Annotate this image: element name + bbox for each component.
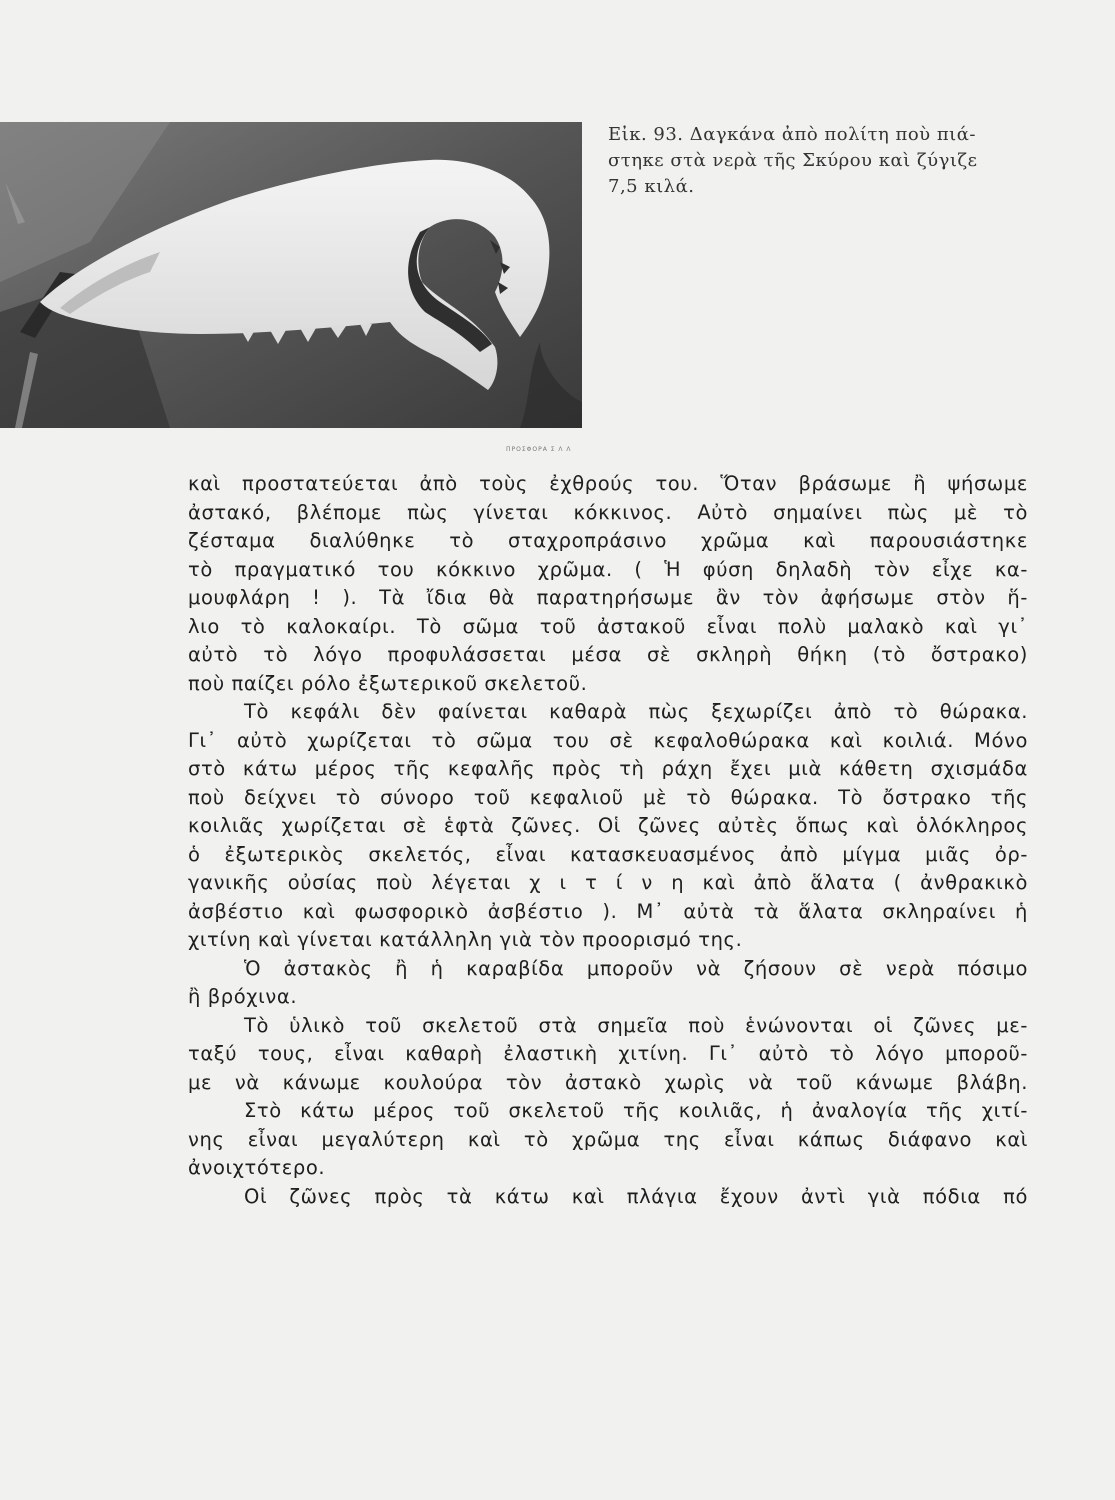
text-line: ζέσταμα διαλύθηκε τὸ σταχροπράσινο χρῶμα καὶ παρουσιάστηκε bbox=[188, 529, 1028, 552]
text-line: ἀσβέστιο καὶ φωσφορικὸ ἀσβέστιο ). Μ᾽ αὐτὰ τὰ ἅλατα σκληραίνει ἡ bbox=[188, 899, 1028, 923]
caption-line: Εἰκ. 93. Δαγκάνα ἀπὸ πολίτη ποὺ πιά- bbox=[608, 124, 976, 145]
text-line: αὐτὸ τὸ λόγο προφυλάσσεται μέσα σὲ σκληρὴ θήκη (τὸ ὄστρακο) bbox=[188, 643, 1028, 666]
text-line: ταξύ τους, εἶναι καθαρὴ ἐλαστικὴ χιτίνη. Γι᾽ αὐτὸ τὸ λόγο μποροῦ- bbox=[188, 1042, 1028, 1065]
text-line: Ὁ ἀστακὸς ἢ ἡ καραβίδα μποροῦν νὰ ζήσουν σὲ νερὰ πόσιμο bbox=[244, 956, 1028, 980]
text-line: ποὺ παίζει ρόλο ἐξωτερικοῦ σκελετοῦ. bbox=[188, 671, 588, 695]
caption-line: στηκε στὰ νερὰ τῆς Σκύρου καὶ ζύγιζε bbox=[608, 150, 978, 171]
text-line: ἀστακό, βλέπομε πὼς γίνεται κόκκινος. Αὐτὸ σημαίνει πὼς μὲ τὸ bbox=[188, 500, 1028, 524]
text-line: νης εἶναι μεγαλύτερη καὶ τὸ χρῶμα της εἶναι κάπως διάφανο καὶ bbox=[188, 1127, 1028, 1151]
photo-credit: ΠΡΟΣΦΟΡΑ Σ Λ Λ bbox=[506, 446, 572, 453]
text-line: ὁ ἐξωτερικὸς σκελετός, εἶναι κατασκευασμένος ἀπὸ μίγμα μιᾶς ὀρ- bbox=[188, 842, 1028, 866]
text-line: Οἱ ζῶνες πρὸς τὰ κάτω καὶ πλάγια ἔχουν ἀντὶ γιὰ πόδια πό bbox=[244, 1184, 1028, 1208]
text-line: στὸ κάτω μέρος τῆς κεφαλῆς πρὸς τὴ ράχη ἔχει μιὰ κάθετη σχισμάδα bbox=[188, 757, 1028, 780]
text-line: καὶ προστατεύεται ἀπὸ τοὺς ἐχθρούς του. Ὅταν βράσωμε ἢ ψήσωμε bbox=[188, 472, 1028, 495]
text-line: κοιλιᾶς χωρίζεται σὲ ἑφτὰ ζῶνες. Οἱ ζῶνες αὐτὲς ὅπως καὶ ὁλόκληρος bbox=[188, 814, 1028, 837]
text-line: χιτίνη καὶ γίνεται κατάλληλη γιὰ τὸν προορισμό της. bbox=[188, 928, 743, 951]
text-line: ποὺ δείχνει τὸ σύνορο τοῦ κεφαλιοῦ μὲ τὸ θώρακα. Τὸ ὄστρακο τῆς bbox=[188, 785, 1028, 809]
text-line: Γι᾽ αὐτὸ χωρίζεται τὸ σῶμα του σὲ κεφαλοθώρακα καὶ κοιλιά. Μόνο bbox=[188, 728, 1028, 752]
caption-line: 7,5 κιλά. bbox=[608, 176, 695, 197]
text-line: Τὸ ὑλικὸ τοῦ σκελετοῦ στὰ σημεῖα ποὺ ἑνώνονται οἱ ζῶνες με- bbox=[244, 1013, 1028, 1037]
text-line: Τὸ κεφάλι δὲν φαίνεται καθαρὰ πὼς ξεχωρίζει ἀπὸ τὸ θώρακα. bbox=[244, 700, 1028, 723]
text-line: μουφλάρη ! ). Τὰ ἴδια θὰ παρατηρήσωμε ἂν τὸν ἀφήσωμε στὸν ἥ- bbox=[188, 586, 1028, 609]
body-text bbox=[188, 470, 1028, 1211]
figure-caption bbox=[608, 122, 1043, 200]
text-line: γανικῆς οὐσίας ποὺ λέγεται χ ι τ ί ν η καὶ ἀπὸ ἅλατα ( ἀνθρακικὸ bbox=[188, 871, 1028, 894]
text-line: Στὸ κάτω μέρος τοῦ σκελετοῦ τῆς κοιλιᾶς, ἡ ἀναλογία τῆς χιτί- bbox=[244, 1099, 1028, 1122]
text-line: ἀνοιχτότερο. bbox=[188, 1156, 326, 1179]
lobster-claw-photo bbox=[0, 122, 582, 428]
text-line: τὸ πραγματικό του κόκκινο χρῶμα. ( Ἡ φύση δηλαδὴ τὸν εἶχε κα- bbox=[188, 557, 1028, 581]
lobster-claw-illustration bbox=[0, 122, 582, 428]
text-line: με νὰ κάνωμε κουλούρα τὸν ἀστακὸ χωρὶς νὰ τοῦ κάνωμε βλάβη. bbox=[188, 1070, 1028, 1094]
text-line: λιο τὸ καλοκαίρι. Τὸ σῶμα τοῦ ἀστακοῦ εἶναι πολὺ μαλακὸ καὶ γι᾽ bbox=[188, 614, 1028, 638]
text-line: ἢ βρόχινα. bbox=[188, 985, 298, 1008]
